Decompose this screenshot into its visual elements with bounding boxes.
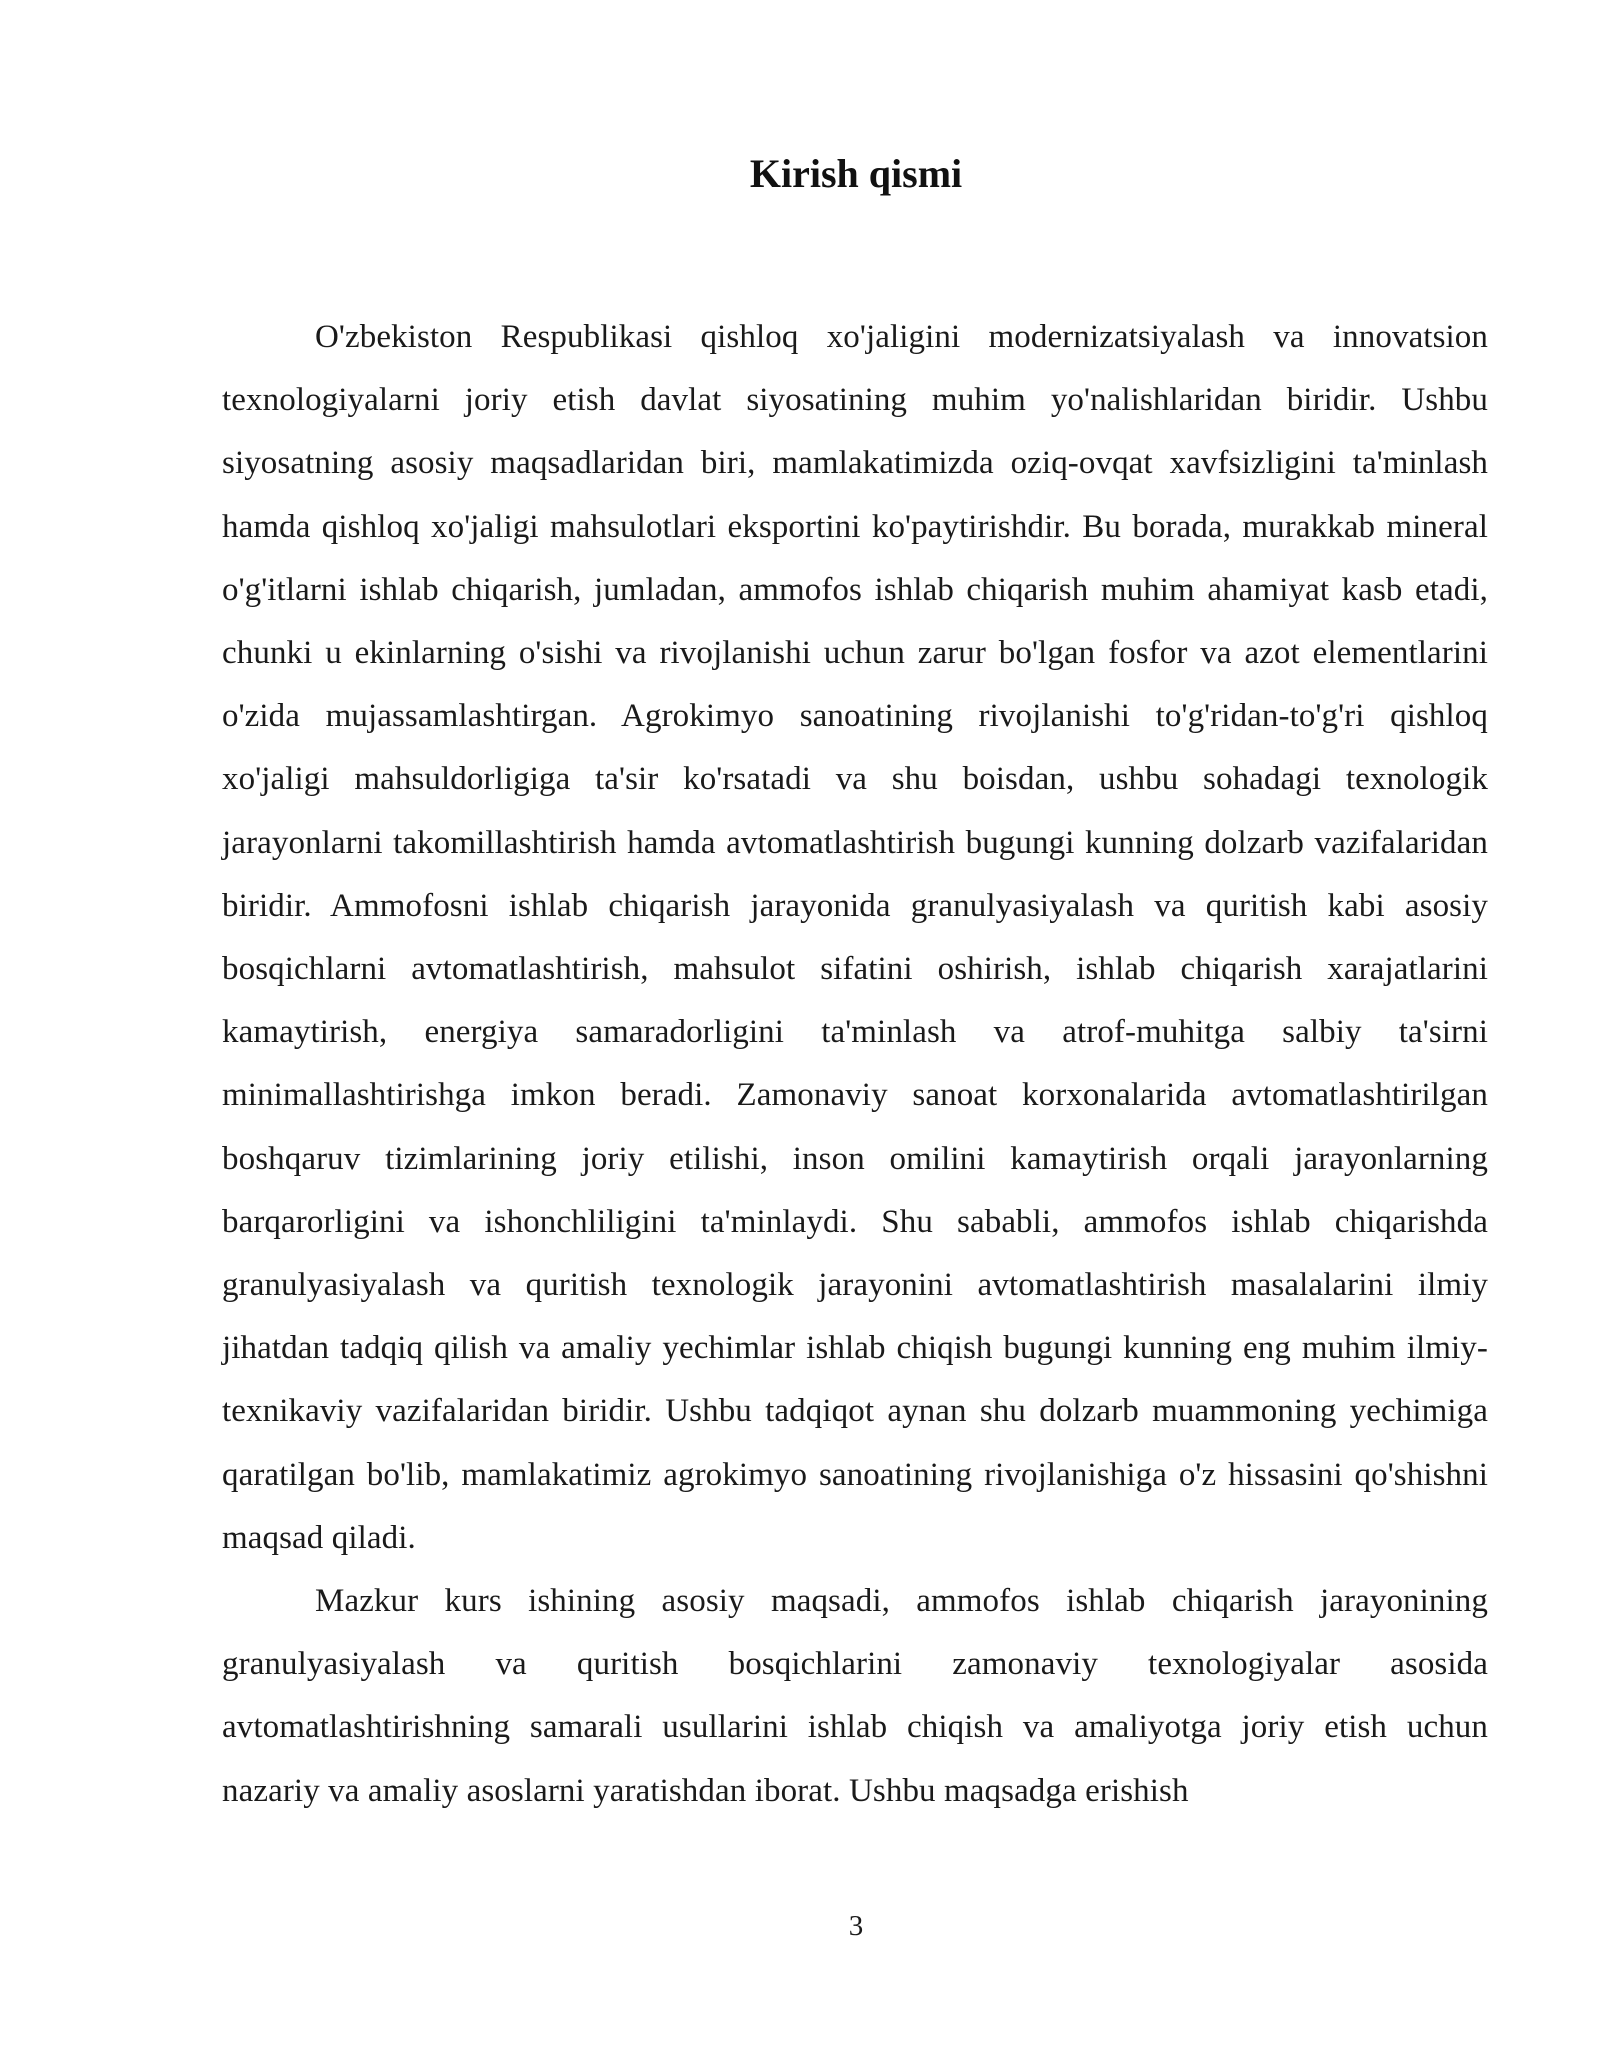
page-title: Kirish qismi — [749, 151, 963, 196]
paragraph-introduction: O'zbekiston Respublikasi qishloq xo'jaligini modernizatsiyalash va innovatsion texnologiyalarni joriy etish davlat siyosatining muhim yo'nalishlaridan biridir. Ushbu siyosatning asosiy maqsadlaridan biri, mamlakatimizda oziq-ovqat xavfsizligini ta'minlash hamda qishloq xo'jaligi mahsulotlari eksportini ko'paytirishdir. Bu borada, murakkab mineral o'g'itlarni ishlab chiqarish, jumladan, ammofos ishlab chiqarish muhim ahamiyat kasb etadi, chunki u ekinlarning o'sishi va rivojlanishi uchun zarur bo'lgan fosfor va azot elementlarini o'zida mujassamlashtirgan. Agrokimyo sanoatining rivojlanishi to'g'ridan-to'g'ri qishloq xo'jaligi mahsuldorligiga ta'sir ko'rsatadi va shu boisdan, ushbu sohadagi texnologik jarayonlarni takomillashtirish hamda avtomatlashtirish bugungi kunning dolzarb vazifalaridan biridir. Ammofosni ishlab chiqarish jarayonida granulyasiyalash va quritish kabi asosiy bosqichlarni avtomatlashtirish, mahsulot sifatini oshirish, ishlab chiqarish xarajatlarini kamaytirish, energiya samaradorligini ta'minlash va atrof-muhitga salbiy ta'sirni minimallashtirishga imkon beradi. Zamonaviy sanoat korxonalarida avtomatlashtirilgan boshqaruv tizimlarining joriy etilishi, inson omilini kamaytirish orqali jarayonlarning barqarorligini va ishonchliligini ta'minlaydi. Shu sababli, ammofos ishlab chiqarishda granulyasiyalash va quritish texnologik jarayonini avtomatlashtirish masalalarini ilmiy jihatdan tadqiq qilish va amaliy yechimlar ishlab chiqish bugungi kunning eng muhim ilmiy-texnikaviy vazifalaridan biridir. Ushbu tadqiqot aynan shu dolzarb muammoning yechimiga qaratilgan bo'lib, mamlakatimiz agrokimyo sanoatining rivojlanishiga o'z hissasini qo'shishni maqsad qiladi. — [222, 319, 1488, 1556]
body-text — [222, 306, 1488, 1823]
page-number: 3 — [848, 1910, 864, 1942]
paragraph-goal: Mazkur kurs ishining asosiy maqsadi, ammofos ishlab chiqarish jarayonining granulyasiyalash va quritish bosqichlarini zamonaviy texnologiyalar asosida avtomatlashtirishning samarali usullarini ishlab chiqish va amaliyotga joriy etish uchun nazariy va amaliy asoslarni yaratishdan iborat. Ushbu maqsadga erishish — [222, 1583, 1488, 1809]
